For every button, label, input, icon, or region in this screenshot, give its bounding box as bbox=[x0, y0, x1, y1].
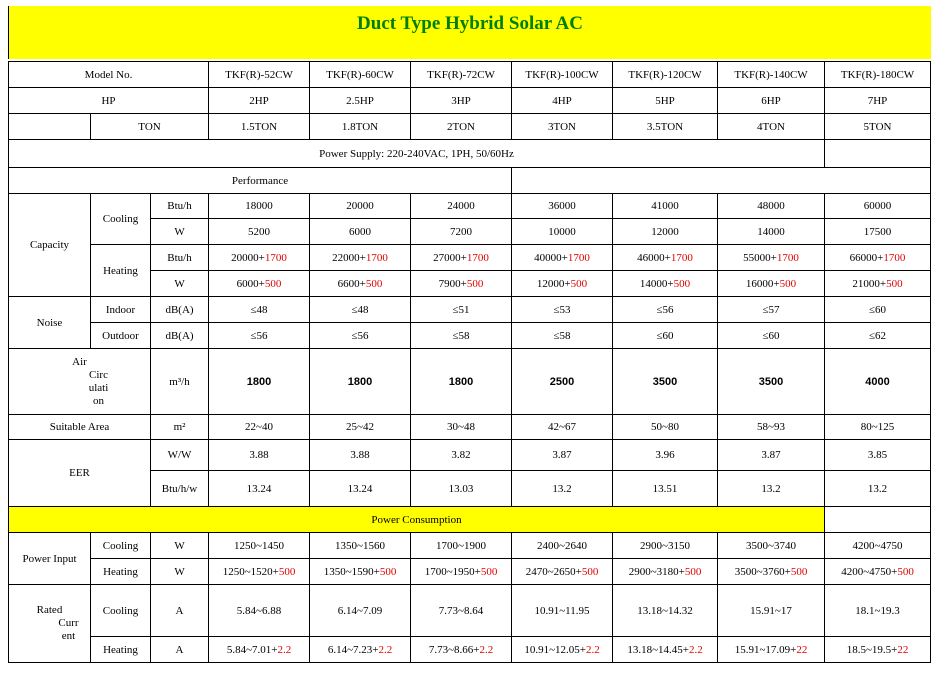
value-cell: 2500 bbox=[512, 349, 613, 415]
value-cell: 60000 bbox=[825, 194, 931, 219]
value-cell: 48000 bbox=[718, 194, 825, 219]
hp-cell: 6HP bbox=[718, 88, 825, 114]
value-base: 2470~2650+ bbox=[525, 565, 582, 578]
value-cell: 58~93 bbox=[718, 415, 825, 440]
value-cell: 36000 bbox=[512, 194, 613, 219]
value-extra: 2.2 bbox=[688, 643, 703, 656]
label-suitable-area: Suitable Area bbox=[9, 415, 151, 440]
ton-cell: 1.5TON bbox=[209, 114, 310, 140]
value-cell: 1800 bbox=[209, 349, 310, 415]
row-model bbox=[9, 62, 931, 88]
value-base: 7.73~8.66+ bbox=[428, 643, 480, 656]
label-capacity: Capacity bbox=[9, 194, 91, 297]
value-cell bbox=[613, 559, 718, 585]
label-circ-3: on bbox=[93, 394, 104, 407]
value-cell bbox=[310, 637, 411, 663]
value-extra: 22 bbox=[796, 643, 808, 656]
value-extra: 2.2 bbox=[585, 643, 600, 656]
hp-cell: 2.5HP bbox=[310, 88, 411, 114]
label-rated-current bbox=[9, 585, 91, 663]
label-air: Air bbox=[72, 355, 87, 368]
value-cell bbox=[209, 271, 310, 297]
value-base: 22000+ bbox=[332, 251, 366, 264]
value-cell: 4200~4750 bbox=[825, 533, 931, 559]
row-performance bbox=[9, 168, 931, 194]
label-heating: Heating bbox=[91, 637, 151, 663]
value-cell bbox=[613, 245, 718, 271]
value-base: 1700~1950+ bbox=[424, 565, 481, 578]
title-banner bbox=[8, 6, 931, 59]
unit-label: W bbox=[151, 219, 209, 245]
unit-label: Btu/h bbox=[151, 245, 209, 271]
value-base: 66000+ bbox=[849, 251, 884, 264]
value-cell bbox=[310, 271, 411, 297]
value-cell: 1250~1450 bbox=[209, 533, 310, 559]
value-cell: 30~48 bbox=[411, 415, 512, 440]
value-extra: 1700 bbox=[365, 251, 388, 264]
value-cell: 10000 bbox=[512, 219, 613, 245]
value-cell: 13.2 bbox=[718, 471, 825, 507]
value-cell bbox=[512, 559, 613, 585]
value-cell bbox=[411, 637, 512, 663]
value-base: 1350~1590+ bbox=[323, 565, 380, 578]
value-cell: ≤48 bbox=[310, 297, 411, 323]
value-cell: 3.96 bbox=[613, 440, 718, 471]
value-extra: 500 bbox=[886, 277, 903, 290]
hp-cell: 5HP bbox=[613, 88, 718, 114]
value-cell bbox=[613, 271, 718, 297]
model-cell: TKF(R)-100CW bbox=[512, 62, 613, 88]
value-cell: ≤62 bbox=[825, 323, 931, 349]
value-cell: 3500 bbox=[718, 349, 825, 415]
value-extra: 500 bbox=[365, 277, 383, 290]
value-cell: ≤58 bbox=[512, 323, 613, 349]
label-model-no: Model No. bbox=[9, 62, 209, 88]
value-cell: 2400~2640 bbox=[512, 533, 613, 559]
unit-label: Btu/h/w bbox=[151, 471, 209, 507]
value-cell: ≤51 bbox=[411, 297, 512, 323]
value-cell: 6000 bbox=[310, 219, 411, 245]
value-extra: 2.2 bbox=[277, 643, 292, 656]
value-base: 21000+ bbox=[852, 277, 887, 290]
value-cell bbox=[718, 637, 825, 663]
hp-cell: 3HP bbox=[411, 88, 512, 114]
unit-label: A bbox=[151, 637, 209, 663]
value-extra: 500 bbox=[379, 565, 397, 578]
value-extra: 500 bbox=[684, 565, 702, 578]
value-cell: ≤60 bbox=[718, 323, 825, 349]
value-cell: ≤53 bbox=[512, 297, 613, 323]
value-cell: 13.2 bbox=[512, 471, 613, 507]
value-cell bbox=[825, 245, 931, 271]
unit-label: dB(A) bbox=[151, 297, 209, 323]
hp-cell: 4HP bbox=[512, 88, 613, 114]
unit-label: W bbox=[151, 559, 209, 585]
value-cell: 3.88 bbox=[310, 440, 411, 471]
value-cell: 12000 bbox=[613, 219, 718, 245]
label-ton: TON bbox=[91, 114, 209, 140]
value-base: 3500~3760+ bbox=[734, 565, 791, 578]
value-extra: 500 bbox=[790, 565, 808, 578]
value-cell: 42~67 bbox=[512, 415, 613, 440]
value-cell: 3.85 bbox=[825, 440, 931, 471]
row-suitable-area bbox=[9, 415, 931, 440]
unit-label: W bbox=[151, 533, 209, 559]
value-extra: 500 bbox=[581, 565, 599, 578]
value-cell: 20000 bbox=[310, 194, 411, 219]
value-extra: 2.2 bbox=[479, 643, 494, 656]
row-current-cooling bbox=[9, 585, 931, 637]
model-cell: TKF(R)-120CW bbox=[613, 62, 718, 88]
ton-cell: 3TON bbox=[512, 114, 613, 140]
value-extra: 500 bbox=[779, 277, 797, 290]
value-cell bbox=[310, 559, 411, 585]
row-cooling-btuh bbox=[9, 194, 931, 219]
unit-label: m² bbox=[151, 415, 209, 440]
value-cell: ≤56 bbox=[310, 323, 411, 349]
value-cell bbox=[411, 245, 512, 271]
value-cell: 14000 bbox=[718, 219, 825, 245]
unit-label: dB(A) bbox=[151, 323, 209, 349]
hp-cell: 7HP bbox=[825, 88, 931, 114]
value-base: 20000+ bbox=[231, 251, 265, 264]
value-extra: 1700 bbox=[264, 251, 287, 264]
value-extra: 500 bbox=[264, 277, 282, 290]
value-base: 18.5~19.5+ bbox=[846, 643, 898, 656]
value-extra: 1700 bbox=[567, 251, 590, 264]
row-ton bbox=[9, 114, 931, 140]
spec-table bbox=[8, 61, 931, 663]
unit-label: m³/h bbox=[151, 349, 209, 415]
blank-cell bbox=[512, 168, 931, 194]
value-base: 15.91~17.09+ bbox=[734, 643, 797, 656]
value-cell bbox=[411, 559, 512, 585]
blank-cell bbox=[825, 507, 931, 533]
value-cell: 5200 bbox=[209, 219, 310, 245]
label-power-input: Power Input bbox=[9, 533, 91, 585]
value-cell: 3.87 bbox=[512, 440, 613, 471]
value-cell bbox=[718, 271, 825, 297]
value-base: 6000+ bbox=[236, 277, 265, 290]
value-cell: ≤56 bbox=[209, 323, 310, 349]
ton-cell: 1.8TON bbox=[310, 114, 411, 140]
value-cell: 80~125 bbox=[825, 415, 931, 440]
row-noise-outdoor bbox=[9, 323, 931, 349]
value-base: 4200~4750+ bbox=[841, 565, 898, 578]
value-extra: 500 bbox=[480, 565, 498, 578]
value-base: 6.14~7.23+ bbox=[327, 643, 379, 656]
value-cell: 6.14~7.09 bbox=[310, 585, 411, 637]
value-cell: 2900~3150 bbox=[613, 533, 718, 559]
model-cell: TKF(R)-72CW bbox=[411, 62, 512, 88]
value-cell bbox=[209, 637, 310, 663]
value-cell: 13.24 bbox=[310, 471, 411, 507]
hp-cell: 2HP bbox=[209, 88, 310, 114]
value-extra: 1700 bbox=[776, 251, 799, 264]
row-power-input-cooling bbox=[9, 533, 931, 559]
value-base: 40000+ bbox=[534, 251, 568, 264]
value-base: 14000+ bbox=[639, 277, 674, 290]
model-cell: TKF(R)-52CW bbox=[209, 62, 310, 88]
value-cell: 18000 bbox=[209, 194, 310, 219]
section-performance: Performance bbox=[9, 168, 512, 194]
value-cell bbox=[512, 245, 613, 271]
value-cell: 3.88 bbox=[209, 440, 310, 471]
value-cell bbox=[310, 245, 411, 271]
label-noise: Noise bbox=[9, 297, 91, 349]
value-cell: 17500 bbox=[825, 219, 931, 245]
row-current-heating bbox=[9, 637, 931, 663]
value-extra: 1700 bbox=[466, 251, 489, 264]
value-cell: 50~80 bbox=[613, 415, 718, 440]
value-cell: ≤58 bbox=[411, 323, 512, 349]
value-cell bbox=[718, 245, 825, 271]
value-base: 2900~3180+ bbox=[628, 565, 685, 578]
value-cell bbox=[411, 271, 512, 297]
ton-cell: 2TON bbox=[411, 114, 512, 140]
value-cell: 15.91~17 bbox=[718, 585, 825, 637]
value-extra: 22 bbox=[897, 643, 909, 656]
value-cell: ≤57 bbox=[718, 297, 825, 323]
value-extra: 500 bbox=[673, 277, 691, 290]
value-cell bbox=[825, 559, 931, 585]
row-power-consumption bbox=[9, 507, 931, 533]
value-cell: 13.03 bbox=[411, 471, 512, 507]
value-extra: 500 bbox=[570, 277, 588, 290]
value-cell: 1700~1900 bbox=[411, 533, 512, 559]
model-cell: TKF(R)-140CW bbox=[718, 62, 825, 88]
value-extra: 1700 bbox=[883, 251, 906, 264]
value-cell bbox=[512, 271, 613, 297]
value-extra: 1700 bbox=[670, 251, 693, 264]
value-cell bbox=[825, 271, 931, 297]
label-outdoor: Outdoor bbox=[91, 323, 151, 349]
value-base: 27000+ bbox=[433, 251, 467, 264]
label-curr-2: ent bbox=[61, 630, 76, 642]
label-eer: EER bbox=[9, 440, 151, 507]
value-extra: 500 bbox=[278, 565, 296, 578]
value-cell bbox=[209, 559, 310, 585]
unit-label: W/W bbox=[151, 440, 209, 471]
value-cell bbox=[512, 637, 613, 663]
value-extra: 500 bbox=[897, 565, 914, 578]
row-eer-ww bbox=[9, 440, 931, 471]
value-cell: 7200 bbox=[411, 219, 512, 245]
value-cell: 1800 bbox=[310, 349, 411, 415]
value-cell: 3500 bbox=[613, 349, 718, 415]
value-cell: 1350~1560 bbox=[310, 533, 411, 559]
value-cell: ≤48 bbox=[209, 297, 310, 323]
value-cell bbox=[613, 637, 718, 663]
label-cooling: Cooling bbox=[91, 585, 151, 637]
value-base: 12000+ bbox=[536, 277, 571, 290]
value-cell: 13.18~14.32 bbox=[613, 585, 718, 637]
value-cell: 13.51 bbox=[613, 471, 718, 507]
value-cell: 13.24 bbox=[209, 471, 310, 507]
section-power-consumption: Power Consumption bbox=[9, 507, 825, 533]
value-cell: 7.73~8.64 bbox=[411, 585, 512, 637]
row-heating-btuh bbox=[9, 245, 931, 271]
value-base: 55000+ bbox=[743, 251, 777, 264]
value-cell: 3.87 bbox=[718, 440, 825, 471]
label-indoor: Indoor bbox=[91, 297, 151, 323]
ton-cell: 5TON bbox=[825, 114, 931, 140]
value-cell: 3500~3740 bbox=[718, 533, 825, 559]
ton-cell: 4TON bbox=[718, 114, 825, 140]
value-cell bbox=[825, 637, 931, 663]
value-cell: ≤60 bbox=[613, 323, 718, 349]
value-base: 13.18~14.45+ bbox=[627, 643, 689, 656]
value-cell: 10.91~11.95 bbox=[512, 585, 613, 637]
value-base: 6600+ bbox=[337, 277, 366, 290]
row-air-circulation bbox=[9, 349, 931, 415]
unit-label: W bbox=[151, 271, 209, 297]
value-base: 1250~1520+ bbox=[222, 565, 279, 578]
value-cell bbox=[718, 559, 825, 585]
value-cell: 25~42 bbox=[310, 415, 411, 440]
model-cell: TKF(R)-180CW bbox=[825, 62, 931, 88]
value-extra: 500 bbox=[466, 277, 484, 290]
label-heating: Heating bbox=[91, 559, 151, 585]
value-cell: 5.84~6.88 bbox=[209, 585, 310, 637]
row-hp bbox=[9, 88, 931, 114]
value-cell: 3.82 bbox=[411, 440, 512, 471]
value-cell: 41000 bbox=[613, 194, 718, 219]
label-air-circulation bbox=[9, 349, 151, 415]
value-base: 46000+ bbox=[637, 251, 671, 264]
row-power-input-heating bbox=[9, 559, 931, 585]
unit-label: A bbox=[151, 585, 209, 637]
value-cell: ≤56 bbox=[613, 297, 718, 323]
label-circ-2: ulati bbox=[88, 381, 109, 394]
blank-cell bbox=[9, 114, 91, 140]
ton-cell: 3.5TON bbox=[613, 114, 718, 140]
value-cell: 18.1~19.3 bbox=[825, 585, 931, 637]
value-cell: 24000 bbox=[411, 194, 512, 219]
value-extra: 2.2 bbox=[378, 643, 393, 656]
row-noise-indoor bbox=[9, 297, 931, 323]
unit-label: Btu/h bbox=[151, 194, 209, 219]
value-base: 7900+ bbox=[438, 277, 467, 290]
page-title: Duct Type Hybrid Solar AC bbox=[357, 13, 583, 34]
model-cell: TKF(R)-60CW bbox=[310, 62, 411, 88]
label-heating: Heating bbox=[91, 245, 151, 297]
row-power-supply bbox=[9, 140, 931, 168]
label-circ-1: Circ bbox=[89, 368, 108, 381]
value-base: 10.91~12.05+ bbox=[524, 643, 586, 656]
power-supply: Power Supply: 220-240VAC, 1PH, 50/60Hz bbox=[9, 140, 825, 168]
label-curr-1: Curr bbox=[58, 617, 79, 629]
value-cell: 4000 bbox=[825, 349, 931, 415]
label-cooling: Cooling bbox=[91, 533, 151, 559]
label-hp: HP bbox=[9, 88, 209, 114]
value-cell: 13.2 bbox=[825, 471, 931, 507]
blank-cell bbox=[825, 140, 931, 168]
label-rated: Rated bbox=[36, 604, 63, 616]
label-cooling: Cooling bbox=[91, 194, 151, 245]
value-cell: ≤60 bbox=[825, 297, 931, 323]
value-base: 16000+ bbox=[745, 277, 780, 290]
value-cell: 1800 bbox=[411, 349, 512, 415]
value-base: 5.84~7.01+ bbox=[226, 643, 278, 656]
value-cell bbox=[209, 245, 310, 271]
value-cell: 22~40 bbox=[209, 415, 310, 440]
